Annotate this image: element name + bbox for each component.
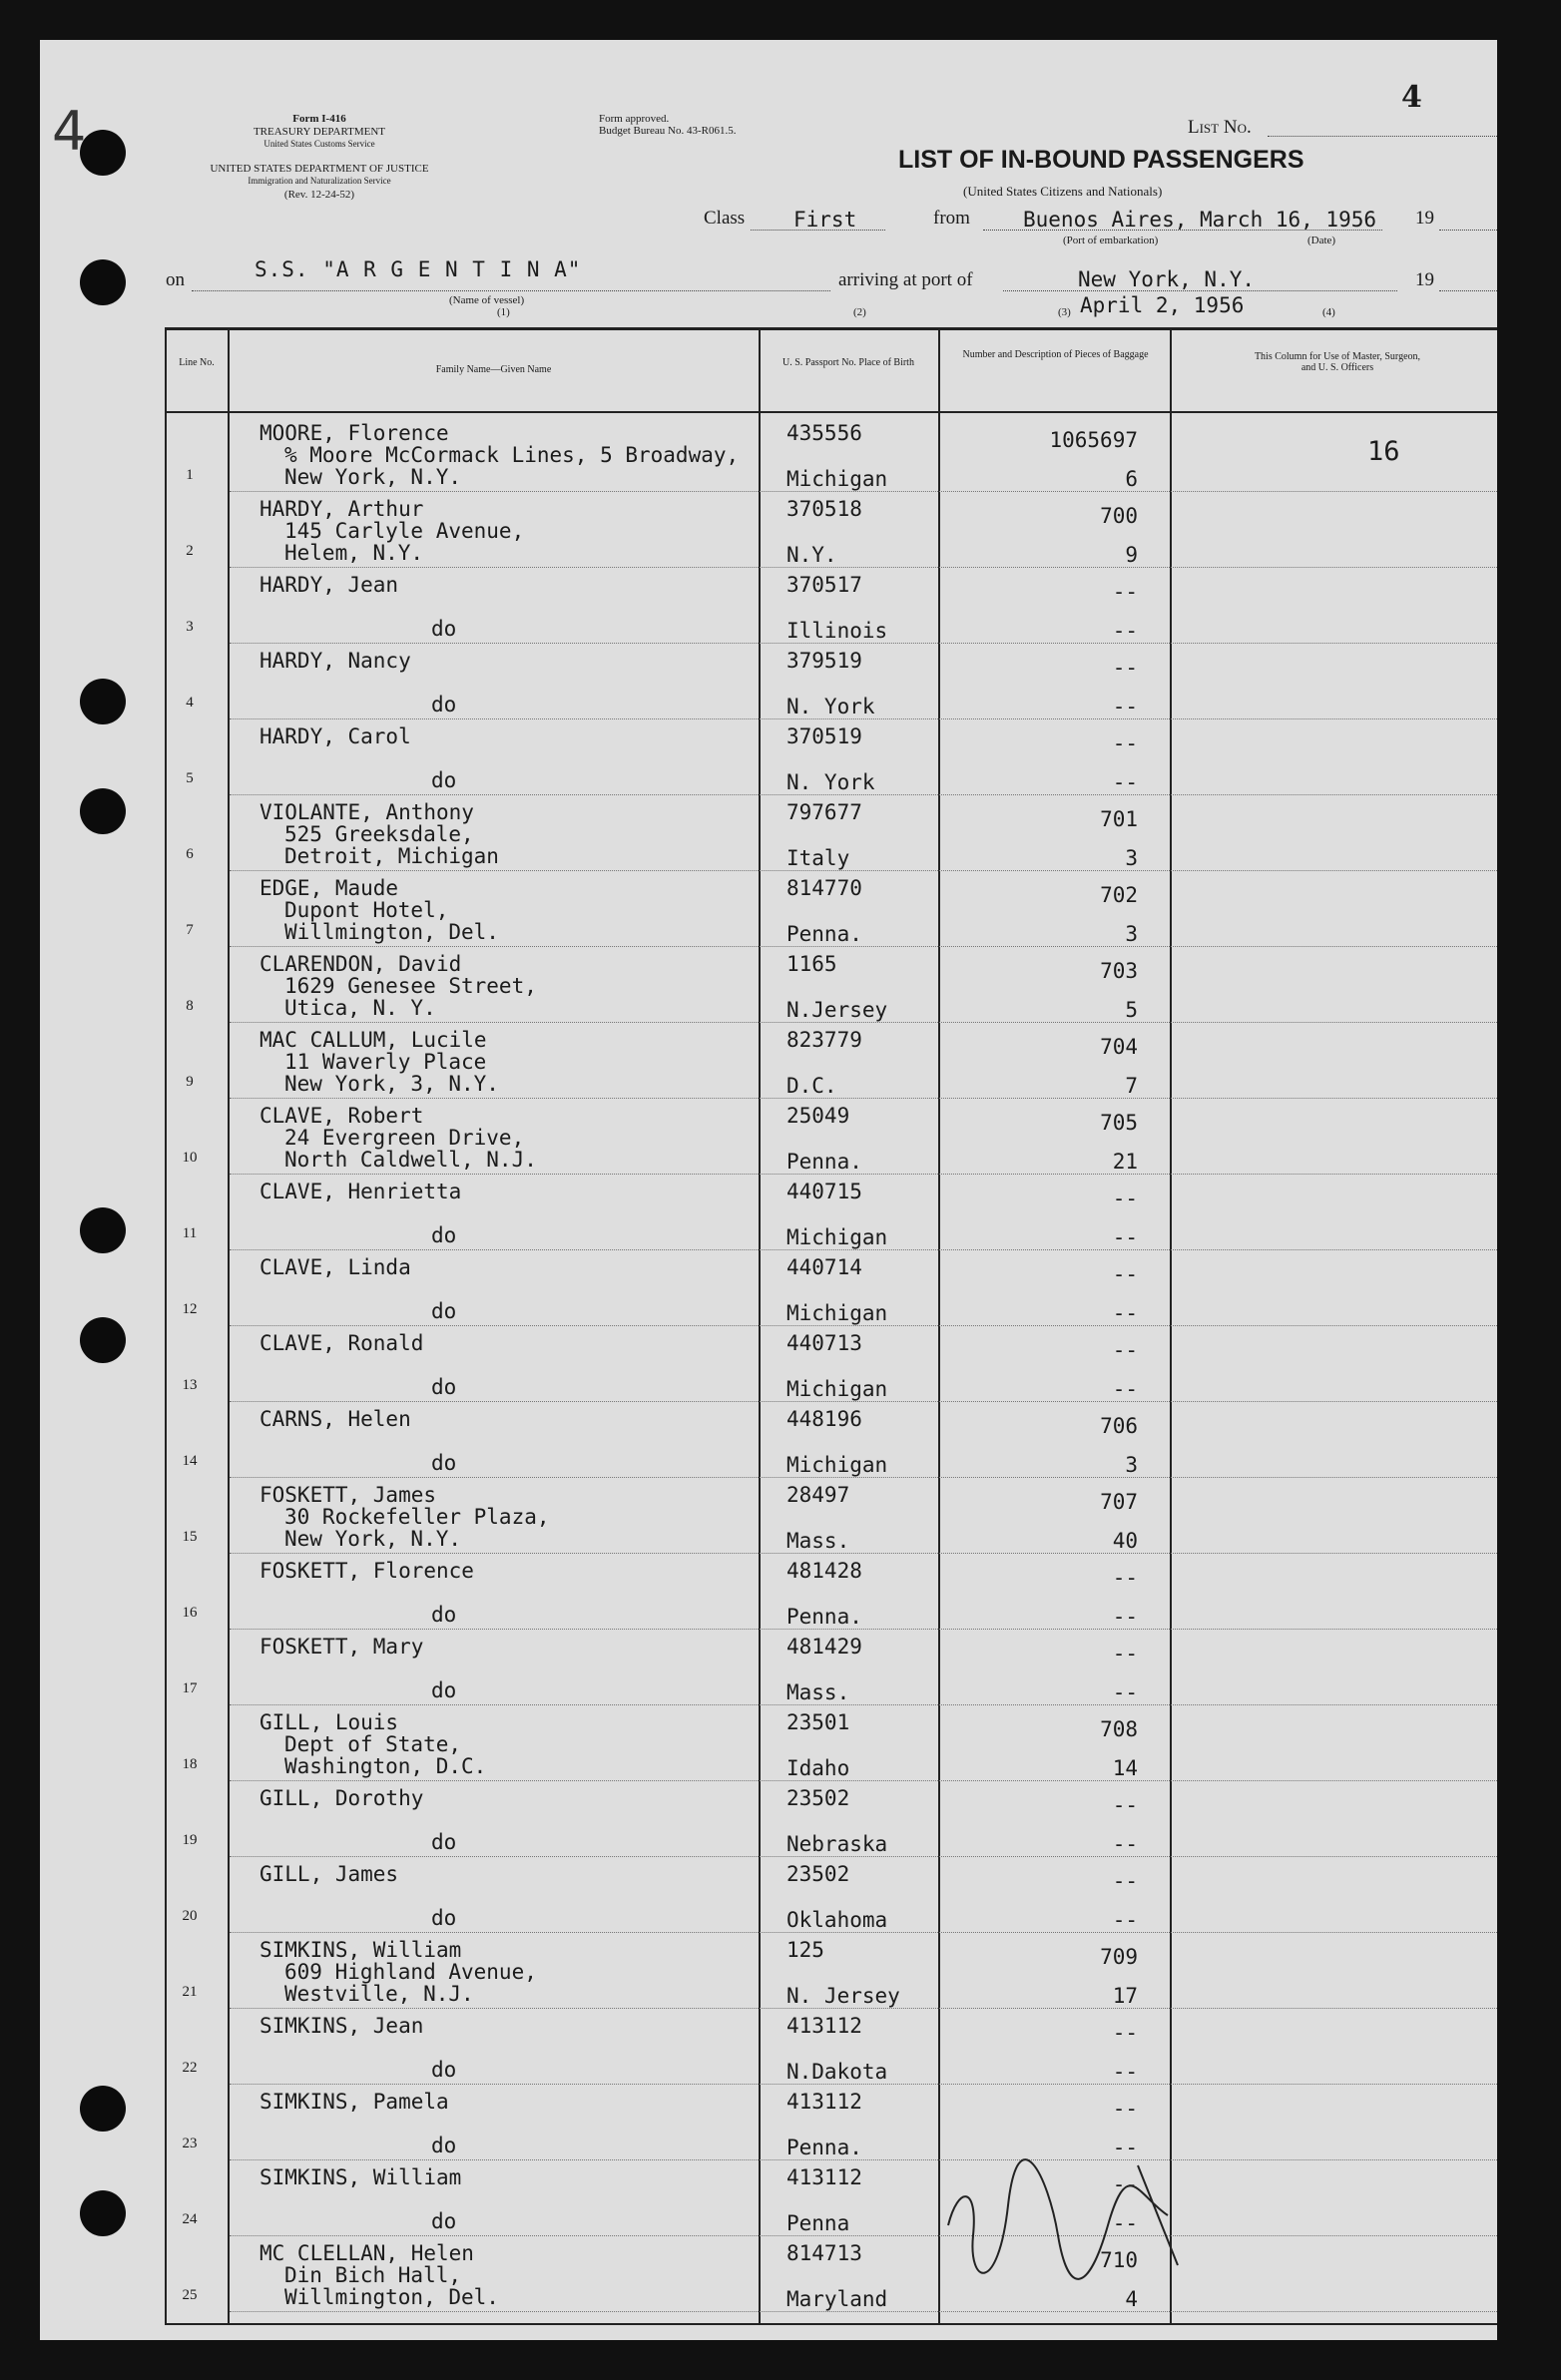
row-separator [230,2311,1497,2312]
row-separator [230,1780,1497,1781]
baggage-number: 701 [1100,807,1138,831]
address-line-1: % Moore McCormack Lines, 5 Broadway, [284,443,740,467]
passport-number: 797677 [786,800,862,824]
ditto-mark: do [431,2209,457,2233]
address-line-1: 24 Evergreen Drive, [284,1126,525,1150]
row-separator [230,1932,1497,1933]
page-title: LIST OF IN-BOUND PASSENGERS [898,146,1304,174]
address-line-1: 1629 Genesee Street, [284,974,537,998]
address-line-1: 609 Highland Avenue, [284,1960,537,1984]
baggage-pieces: -- [1112,1832,1138,1856]
address-line-1: Din Bich Hall, [284,2263,462,2287]
row-separator [230,643,1497,644]
line-number: 22 [182,2060,198,2076]
caption-3: (3) [1058,306,1071,318]
line-number: 20 [182,1908,198,1924]
baggage-number: -- [1112,1566,1138,1590]
arriving-label: arriving at port of [838,269,973,290]
line-number: 10 [182,1150,198,1166]
department: TREASURY DEPARTMENT [253,126,386,138]
row-separator [230,1477,1497,1478]
baggage-pieces: -- [1112,1605,1138,1629]
place-of-birth: Penna. [786,1150,862,1174]
baggage-pieces: 3 [1125,846,1138,870]
row-separator [230,1401,1497,1402]
row-separator [230,1704,1497,1705]
line-number: 6 [186,846,194,862]
baggage-number: -- [1112,1262,1138,1286]
line-number: 1 [186,467,194,483]
line-number: 17 [182,1680,198,1696]
passenger-name: HARDY, Jean [260,573,399,597]
manifest-page [40,40,1497,2340]
baggage-pieces: 3 [1125,1453,1138,1477]
arriving-year-line [1439,290,1497,291]
baggage-pieces: 9 [1125,543,1138,567]
line-number: 18 [182,1756,198,1772]
address-line-1: Dept of State, [284,1732,462,1756]
passenger-name: SIMKINS, Jean [260,2014,424,2038]
place-of-birth: Oklahoma [786,1908,888,1932]
ditto-mark: do [431,768,457,792]
baggage-number: -- [1112,1869,1138,1893]
place-of-birth: Maryland [786,2287,888,2311]
ditto-mark: do [431,1906,457,1930]
row-separator [230,1098,1497,1099]
year-label: 19 [1415,208,1434,229]
line-number: 19 [182,1832,198,1848]
passenger-name: VIOLANTE, Anthony [260,800,474,824]
address-line-2: New York, 3, N.Y. [284,1072,499,1096]
passenger-name: HARDY, Carol [260,724,411,748]
passport-number: 370518 [786,497,862,521]
place-of-birth: N. York [786,770,875,794]
passenger-name: SIMKINS, William [260,1938,462,1962]
baggage-pieces: 6 [1125,467,1138,491]
passenger-name: CLAVE, Linda [260,1255,411,1279]
binder-hole [80,788,126,834]
passport-number: 440714 [786,1255,862,1279]
vessel-value: S.S. "A R G E N T I N A" [255,257,582,281]
class-value: First [793,208,857,232]
line-number: 9 [186,1074,194,1090]
header-bottom-border [165,411,1497,413]
address-line-2: Willmington, Del. [284,920,499,944]
baggage-pieces: 3 [1125,922,1138,946]
ditto-mark: do [431,1375,457,1399]
address-line-2: New York, N.Y. [284,1527,462,1551]
row-separator [230,567,1497,568]
line-number: 25 [182,2287,198,2303]
place-of-birth: Michigan [786,467,888,491]
list-no-label: List No. [1188,117,1252,138]
page-number: 4 [1401,80,1422,115]
baggage-number: -- [1112,1793,1138,1817]
port-embark-caption: (Port of embarkation) [1063,235,1159,246]
line-col-border [228,327,230,2325]
baggage-pieces: -- [1112,695,1138,718]
address-line-1: 525 Greeksdale, [284,822,474,846]
form-approved: Form approved. [599,113,670,125]
address-line-2: Washington, D.C. [284,1754,487,1778]
place-of-birth: Michigan [786,1225,888,1249]
passport-number: 413112 [786,2014,862,2038]
place-of-birth: Mass. [786,1680,850,1704]
baggage-pieces: 17 [1112,1984,1138,2008]
line-number: 13 [182,1377,198,1393]
place-of-birth: Mass. [786,1529,850,1553]
passport-number: 448196 [786,1407,862,1431]
passenger-name: FOSKETT, James [260,1483,437,1507]
address-line-2: Helem, N.Y. [284,541,424,565]
vessel-line [192,290,830,291]
ditto-mark: do [431,617,457,641]
col-header-baggage: Number and Description of Pieces of Baggage [962,349,1149,360]
baggage-pieces: -- [1112,2060,1138,2084]
baggage-pieces: -- [1112,770,1138,794]
baggage-number: -- [1112,580,1138,604]
passport-number: 23502 [786,1786,850,1810]
baggage-number: 702 [1100,883,1138,907]
place-of-birth: D.C. [786,1074,837,1098]
passport-col-border [938,327,940,2325]
baggage-pieces: 14 [1112,1756,1138,1780]
address-line-2: Willmington, Del. [284,2285,499,2309]
passenger-name: MOORE, Florence [260,421,449,445]
row-separator [230,1022,1497,1023]
baggage-col-border [1170,327,1172,2325]
table-bottom-border [165,2323,1497,2325]
baggage-number: 708 [1100,1717,1138,1741]
address-line-2: New York, N.Y. [284,465,462,489]
binder-hole [80,130,126,176]
binder-hole [80,2086,126,2132]
address-line-1: 11 Waverly Place [284,1050,487,1074]
place-of-birth: N.Dakota [786,2060,888,2084]
baggage-number: -- [1112,1338,1138,1362]
row-separator [230,491,1497,492]
binder-hole [80,2190,126,2236]
passenger-name: GILL, Dorothy [260,1786,424,1810]
line-number: 3 [186,619,194,635]
passport-number: 481429 [786,1635,862,1659]
passport-number: 440713 [786,1331,862,1355]
passenger-name: HARDY, Arthur [260,497,424,521]
officer-note: 16 [1367,436,1400,467]
place-of-birth: Michigan [786,1453,888,1477]
baggage-pieces: 21 [1112,1150,1138,1174]
place-of-birth: Penna. [786,1605,862,1629]
col-header-line: Line No. [179,357,215,368]
ditto-mark: do [431,1223,457,1247]
baggage-number: 707 [1100,1490,1138,1514]
address-line-2: Detroit, Michigan [284,844,499,868]
row-separator [230,718,1497,719]
baggage-number: 709 [1100,1945,1138,1969]
line-number: 2 [186,543,194,559]
line-number: 14 [182,1453,198,1469]
baggage-pieces: -- [1112,1377,1138,1401]
year-line [1439,230,1497,231]
row-separator [230,2084,1497,2085]
arrival-date: April 2, 1956 [1080,293,1245,317]
passenger-name: GILL, James [260,1862,399,1886]
baggage-number: 700 [1100,504,1138,528]
passport-number: 435556 [786,421,862,445]
place-of-birth: N.Y. [786,543,837,567]
row-separator [230,1856,1497,1857]
passenger-name: SIMKINS, Pamela [260,2090,449,2114]
page-subtitle: (United States Citizens and Nationals) [963,184,1163,199]
line-number: 16 [182,1605,198,1621]
class-label: Class [704,208,746,229]
binder-hole [80,1207,126,1253]
signature [938,2145,1198,2315]
passport-number: 23502 [786,1862,850,1886]
place-of-birth: Idaho [786,1756,850,1780]
passenger-name: EDGE, Maude [260,876,399,900]
on-label: on [166,269,185,290]
baggage-number: -- [1112,1642,1138,1666]
passport-number: 370519 [786,724,862,748]
margin-mark: 4 [52,100,87,163]
from-label: from [933,208,970,229]
passenger-name: CARNS, Helen [260,1407,411,1431]
line-number: 11 [182,1225,198,1241]
date-caption: (Date) [1307,235,1336,246]
passport-number: 413112 [786,2090,862,2114]
table-top-border [165,327,1497,330]
baggage-number: -- [1112,2172,1138,2196]
baggage-pieces: -- [1112,1908,1138,1932]
ditto-mark: do [431,693,457,716]
name-col-border [759,327,761,2325]
passenger-name: CLAVE, Henrietta [260,1180,462,1203]
passport-number: 23501 [786,1710,850,1734]
line-number: 5 [186,770,194,786]
address-line-2: Utica, N. Y. [284,996,436,1020]
passenger-name: GILL, Louis [260,1710,399,1734]
line-number: 8 [186,998,194,1014]
passenger-name: MAC CALLUM, Lucile [260,1028,487,1052]
baggage-pieces: 5 [1125,998,1138,1022]
passenger-name: CLAVE, Ronald [260,1331,424,1355]
budget-bureau: Budget Bureau No. 43-R061.5. [599,125,737,137]
arrival-port: New York, N.Y. [1078,267,1256,291]
baggage-number: 704 [1100,1035,1138,1059]
caption-4: (4) [1322,306,1335,318]
baggage-pieces: -- [1112,1301,1138,1325]
form-number: Form I-416 [292,113,346,125]
vessel-caption: (Name of vessel) [449,294,525,306]
row-separator [230,2008,1497,2009]
passport-number: 823779 [786,1028,862,1052]
binder-hole [80,1317,126,1363]
col-header-officers: This Column for Use of Master, Surgeon, and U. S. Officers [1254,351,1421,373]
place-of-birth: Penna. [786,2136,862,2159]
binder-hole [80,679,126,724]
passenger-name: MC CLELLAN, Helen [260,2241,474,2265]
row-separator [230,2235,1497,2236]
line-number: 15 [182,1529,198,1545]
baggage-number: 703 [1100,959,1138,983]
service-ins: Immigration and Naturalization Service [248,176,391,186]
row-separator [230,1553,1497,1554]
baggage-pieces: -- [1112,619,1138,643]
ditto-mark: do [431,1678,457,1702]
place-of-birth: Penna. [786,922,862,946]
ditto-mark: do [431,1830,457,1854]
row-separator [230,1325,1497,1326]
baggage-number: -- [1112,2021,1138,2045]
place-of-birth: Nebraska [786,1832,888,1856]
passenger-name: CLARENDON, David [260,952,462,976]
baggage-number: 706 [1100,1414,1138,1438]
baggage-number: -- [1112,2097,1138,2121]
baggage-pieces: -- [1112,1225,1138,1249]
row-separator [230,1249,1497,1250]
row-separator [230,870,1497,871]
passenger-name: CLAVE, Robert [260,1104,424,1128]
passport-number: 814713 [786,2241,862,2265]
ditto-mark: do [431,2058,457,2082]
service: United States Customs Service [263,139,375,149]
caption-1: (1) [497,306,510,318]
ditto-mark: do [431,1451,457,1475]
baggage-pieces: 4 [1125,2287,1138,2311]
baggage-number: -- [1112,1187,1138,1210]
passport-number: 25049 [786,1104,850,1128]
passport-number: 370517 [786,573,862,597]
place-of-birth: Michigan [786,1301,888,1325]
place-of-birth: Michigan [786,1377,888,1401]
place-of-birth: N.Jersey [786,998,888,1022]
address-line-2: Westville, N.J. [284,1982,474,2006]
place-of-birth: Penna [786,2211,850,2235]
baggage-pieces: -- [1112,2211,1138,2235]
address-line-1: Dupont Hotel, [284,898,449,922]
address-line-1: 145 Carlyle Avenue, [284,519,525,543]
line-number: 23 [182,2136,198,2151]
ditto-mark: do [431,1299,457,1323]
list-no-line [1268,136,1497,137]
baggage-pieces: 40 [1112,1529,1138,1553]
passport-number: 28497 [786,1483,850,1507]
place-of-birth: Illinois [786,619,888,643]
revision: (Rev. 12-24-52) [283,189,355,201]
ditto-mark: do [431,1603,457,1627]
baggage-number: 710 [1100,2248,1138,2272]
line-number: 7 [186,922,194,938]
row-separator [230,946,1497,947]
from-value: Buenos Aires, March 16, 1956 [1023,208,1377,232]
passenger-name: FOSKETT, Florence [260,1559,474,1583]
passport-number: 379519 [786,649,862,673]
baggage-pieces: 7 [1125,1074,1138,1098]
baggage-pieces: -- [1112,1680,1138,1704]
place-of-birth: N. York [786,695,875,718]
address-line-2: North Caldwell, N.J. [284,1148,537,1172]
place-of-birth: N. Jersey [786,1984,900,2008]
binder-hole [80,259,126,305]
passport-number: 125 [786,1938,824,1962]
line-number: 24 [182,2211,198,2227]
row-separator [230,1629,1497,1630]
arriving-year-label: 19 [1415,269,1434,290]
passport-number: 440715 [786,1180,862,1203]
row-separator [230,2159,1497,2160]
line-number: 21 [182,1984,198,2000]
baggage-number: -- [1112,656,1138,680]
ditto-mark: do [431,2134,457,2157]
passenger-name: SIMKINS, William [260,2165,462,2189]
caption-2: (2) [853,306,866,318]
row-separator [230,1174,1497,1175]
baggage-number: 1065697 [1049,428,1138,452]
baggage-number: 705 [1100,1111,1138,1135]
col-header-passport: U. S. Passport No. Place of Birth [782,357,914,368]
address-line-1: 30 Rockefeller Plaza, [284,1505,550,1529]
table-left-border [165,327,167,2325]
place-of-birth: Italy [786,846,850,870]
passport-number: 1165 [786,952,837,976]
line-number: 12 [182,1301,198,1317]
passenger-name: FOSKETT, Mary [260,1635,424,1659]
passport-number: 481428 [786,1559,862,1583]
baggage-pieces: -- [1112,2136,1138,2159]
department-justice: UNITED STATES DEPARTMENT OF JUSTICE [210,163,429,175]
col-header-name: Family Name—Given Name [435,364,552,375]
row-separator [230,794,1497,795]
passenger-name: HARDY, Nancy [260,649,411,673]
passport-number: 814770 [786,876,862,900]
line-number: 4 [186,695,194,711]
passport-number: 413112 [786,2165,862,2189]
baggage-number: -- [1112,731,1138,755]
